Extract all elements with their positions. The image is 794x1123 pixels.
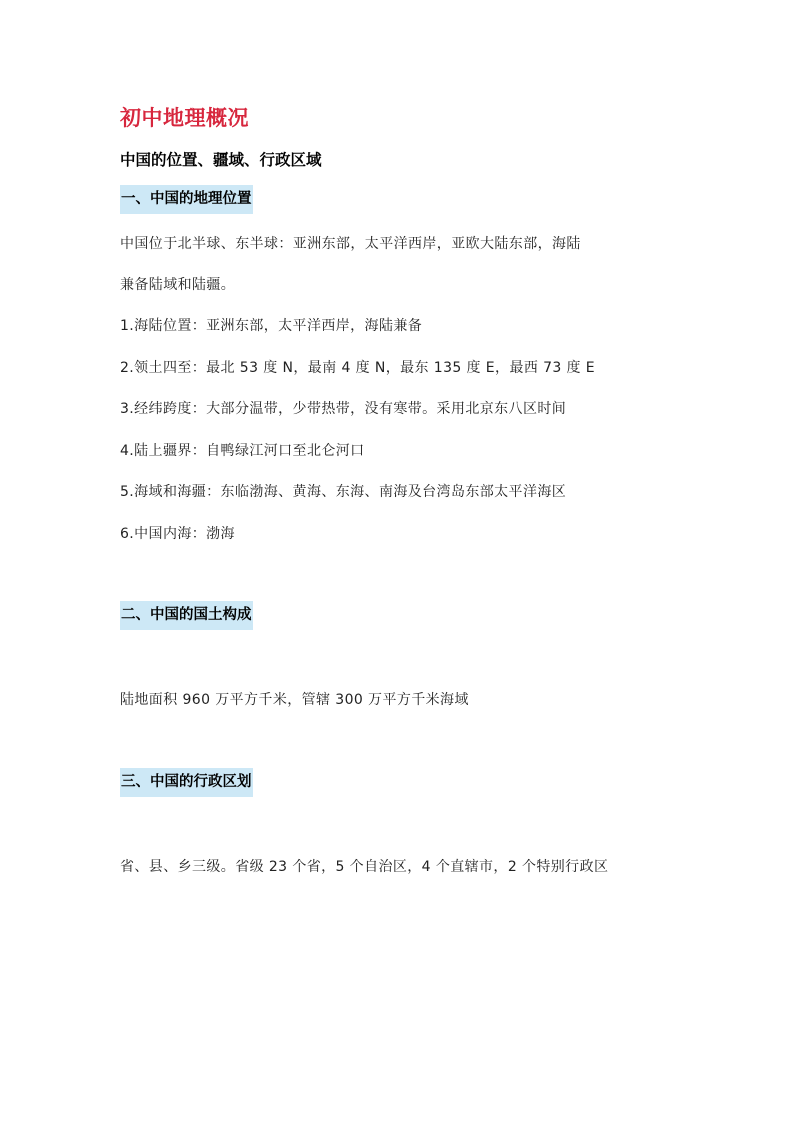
list-item: 5.海域和海疆：东临渤海、黄海、东海、南海及台湾岛东部太平洋海区 — [120, 484, 567, 500]
section3-text: 省、县、乡三级。省级 23 个省，5 个自治区，4 个直辖市，2 个特别行政区 — [120, 859, 609, 875]
section1-intro-line1: 中国位于北半球、东半球：亚洲东部，太平洋西岸，亚欧大陆东部，海陆 — [120, 236, 581, 252]
list-item: 4.陆上疆界：自鸭绿江河口至北仑河口 — [120, 443, 365, 459]
list-item: 1.海陆位置：亚洲东部，太平洋西岸，海陆兼备 — [120, 318, 423, 334]
section-heading-administrative-divisions: 三、中国的行政区划 — [120, 768, 253, 797]
section-heading-territory: 二、中国的国土构成 — [120, 601, 253, 630]
section1-intro-line2: 兼备陆域和陆疆。 — [120, 277, 236, 293]
section-heading-geographic-location: 一、中国的地理位置 — [120, 185, 253, 214]
list-item: 6.中国内海：渤海 — [120, 526, 235, 542]
list-item: 3.经纬跨度：大部分温带，少带热带，没有寒带。采用北京东八区时间 — [120, 401, 567, 417]
document-title: 初中地理概况 — [120, 106, 249, 130]
list-item: 2.领土四至：最北 53 度 N，最南 4 度 N，最东 135 度 E，最西 73 度 E — [120, 360, 596, 376]
document-subtitle: 中国的位置、疆域、行政区域 — [120, 151, 322, 169]
section2-text: 陆地面积 960 万平方千米，管辖 300 万平方千米海域 — [120, 692, 469, 708]
